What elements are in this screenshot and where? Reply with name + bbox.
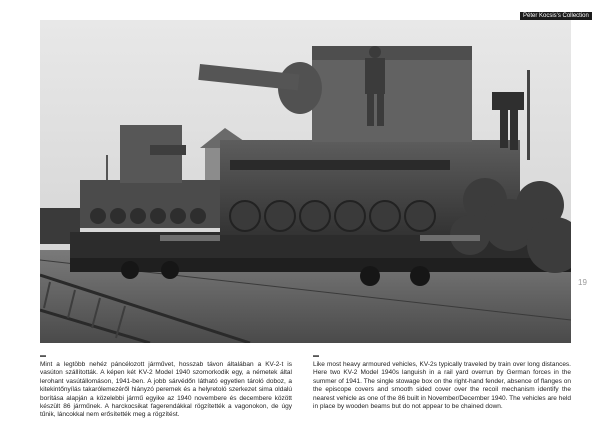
page-number: 19 xyxy=(578,278,587,287)
caption-marker: ▬ xyxy=(313,353,319,359)
caption-hungarian xyxy=(40,353,292,420)
tank-train-photo-illustration xyxy=(40,20,571,343)
caption-hungarian-text: Mint a legtöbb nehéz páncélozott járművet, hosszab távon általában a KV-2-t is vasúton szállították. A képen két KV-2 Model 1940 szomorkodik egy, a németek által lerohant vasútállomáson, 1941-ben. A jobb sárvédőn látható egyetlen tároló doboz, a kitekintőnyílás takarólemezéről hiányzó peremek és a helyretoló szerkezet sima oldalú borítása alapján a közelebbi jármű egyike az 1940 novembere és decembere között készült 86 járműnek. A harckocsikat fagerendákkal rögzítették a vagonokon, de úgy tűnik, láncokkal nem erősítették meg a rögzítést. xyxy=(40,361,292,419)
caption-english-text: Like most heavy armoured vehicles, KV-2s typically traveled by train over long distances. Here two KV-2 Model 1940s languish in a rail yard overrun by German forces in the summer of 1941. The single stowage box on the right-hand fender, absence of flanges on the episcope covers and smooth sided cover over the recoil mechanism identify the nearest vehicle as one of the 86 built in November/December 1940. The vehicles are held in place by wooden beams but do not appear to be chained down. xyxy=(313,361,571,411)
caption-english xyxy=(313,353,571,411)
caption-marker: ▬ xyxy=(40,353,46,359)
archival-photo xyxy=(40,20,571,343)
photo-credit-tag: Péter Kocsis's Collection xyxy=(520,12,592,20)
